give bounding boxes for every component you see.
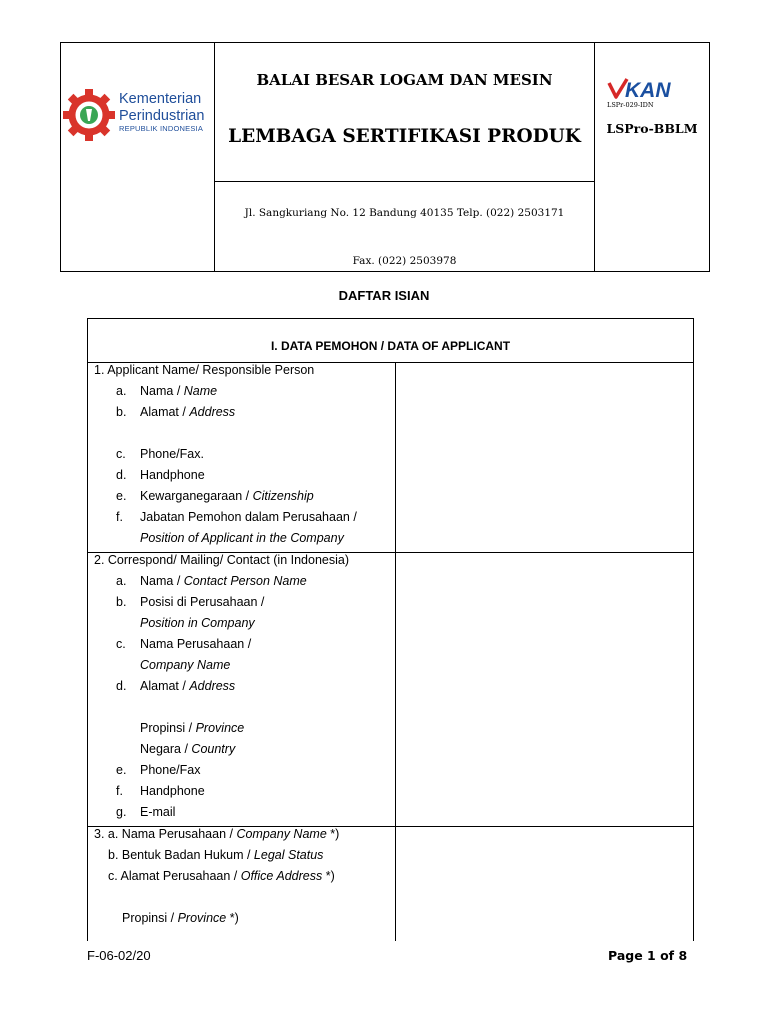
item-label: Propinsi / xyxy=(122,911,178,925)
address: Jl. Sangkuriang No. 12 Bandung 40135 Telp. (022) 2503171 xyxy=(244,207,565,219)
group3-company-name xyxy=(94,827,339,841)
org-subtitle: LEMBAGA SERTIFIKASI PRODUK xyxy=(228,126,581,147)
list-item-marker: e. xyxy=(116,489,127,503)
item-label-en: Province xyxy=(177,911,227,925)
list-item xyxy=(140,574,307,588)
item-label: Jabatan Pemohon dalam Perusahaan / xyxy=(140,510,357,524)
item-label: Kewarganegaraan / xyxy=(140,489,253,503)
list-item-marker: e. xyxy=(116,763,127,777)
list-item-marker: f. xyxy=(116,510,123,524)
page-number xyxy=(608,948,687,963)
item-label-en: Address xyxy=(189,405,236,419)
list-item: Phone/Fax xyxy=(140,763,201,777)
list-item: E-mail xyxy=(140,805,176,819)
item-label-en: Position in Company xyxy=(140,616,255,630)
list-item: Posisi di Perusahaan / xyxy=(140,595,265,609)
item-label-en: Address xyxy=(189,679,236,693)
list-item-marker: d. xyxy=(116,679,127,693)
svg-text:KAN: KAN xyxy=(625,79,671,101)
list-item-marker: f. xyxy=(116,784,123,798)
item-label-en: Company Name xyxy=(140,658,231,672)
list-item-marker: c. xyxy=(116,637,126,651)
item-label: Phone/Fax. xyxy=(140,447,204,461)
item-suffix: *) xyxy=(322,869,335,883)
list-item xyxy=(140,384,217,398)
item-label-en: Office Address xyxy=(240,869,323,883)
kan-accreditation-code: LSPr-029-IDN xyxy=(607,101,654,109)
group3-legal-status xyxy=(108,848,323,862)
list-item-marker: a. xyxy=(116,384,127,398)
item-label-en: Name xyxy=(183,384,218,398)
item-label: Negara / xyxy=(140,742,192,756)
item-suffix: *) xyxy=(326,827,340,841)
list-item-continuation xyxy=(140,616,255,630)
group3-office-address xyxy=(108,869,335,883)
item-label: Nama / xyxy=(140,384,184,398)
item-label: 3. a. Nama Perusahaan / xyxy=(94,827,237,841)
list-item-continuation xyxy=(140,658,230,672)
list-item-marker: b. xyxy=(116,595,127,609)
form-code: F-06-02/20 xyxy=(87,948,151,963)
org-title: BALAI BESAR LOGAM DAN MESIN xyxy=(256,71,553,89)
item-label-en: Country xyxy=(191,742,236,756)
list-item-marker: d. xyxy=(116,468,127,482)
item-label-en: Company Name xyxy=(236,827,327,841)
item-label-en: Legal Status xyxy=(253,848,324,862)
gear-logo-icon xyxy=(61,81,121,141)
item-label: Alamat / xyxy=(140,679,190,693)
list-item xyxy=(140,489,314,503)
list-item xyxy=(140,468,205,482)
list-item: Nama Perusahaan / xyxy=(140,637,252,651)
group2-title: 2. Correspond/ Mailing/ Contact (in Indonesia) xyxy=(94,553,349,567)
list-item-marker: b. xyxy=(116,405,127,419)
form-title: DAFTAR ISIAN xyxy=(338,288,430,303)
logo-text-kementerian: Kementerian xyxy=(119,91,202,107)
kan-block xyxy=(595,43,709,271)
item-label: Handphone xyxy=(140,468,205,482)
item-label-en: Citizenship xyxy=(252,489,314,503)
list-item-marker: c. xyxy=(116,447,126,461)
kemenperin-logo xyxy=(61,43,214,271)
letterhead xyxy=(60,42,710,272)
item-label-en: Province xyxy=(195,721,245,735)
fax: Fax. (022) 2503978 xyxy=(352,255,457,267)
page-number-label: Page 1 of 8 xyxy=(608,948,688,963)
list-item xyxy=(140,510,357,524)
list-item-country xyxy=(140,742,235,756)
list-item-marker: g. xyxy=(116,805,127,819)
list-item xyxy=(140,405,235,419)
applicant-data-table xyxy=(87,318,694,941)
item-label: Propinsi / xyxy=(140,721,196,735)
item-label: Alamat / xyxy=(140,405,190,419)
section-header xyxy=(88,319,693,363)
logo-text-republik: REPUBLIK INDONESIA xyxy=(119,124,204,133)
kan-logo-icon xyxy=(607,77,687,101)
item-label-en: Position of Applicant in the Company xyxy=(140,531,344,545)
column-divider xyxy=(395,363,396,941)
list-item-marker: a. xyxy=(116,574,127,588)
section-title: I. DATA PEMOHON / DATA OF APPLICANT xyxy=(270,339,511,353)
list-item-province xyxy=(140,721,244,735)
group1-title: 1. Applicant Name/ Responsible Person xyxy=(94,363,315,377)
logo-text-perindustrian: Perindustrian xyxy=(119,108,205,124)
item-label-en: Contact Person Name xyxy=(183,574,307,588)
item-label: b. Bentuk Badan Hukum / xyxy=(108,848,254,862)
item-label: c. Alamat Perusahaan / xyxy=(108,869,241,883)
list-item: Handphone xyxy=(140,784,205,798)
item-label: Nama / xyxy=(140,574,184,588)
list-item xyxy=(140,679,235,693)
list-item-continuation xyxy=(140,531,344,545)
group3-province xyxy=(122,911,239,925)
item-suffix: *) xyxy=(226,911,239,925)
list-item xyxy=(140,447,204,461)
divider xyxy=(215,181,594,182)
lspro-name: LSPro-BBLM xyxy=(606,121,698,136)
